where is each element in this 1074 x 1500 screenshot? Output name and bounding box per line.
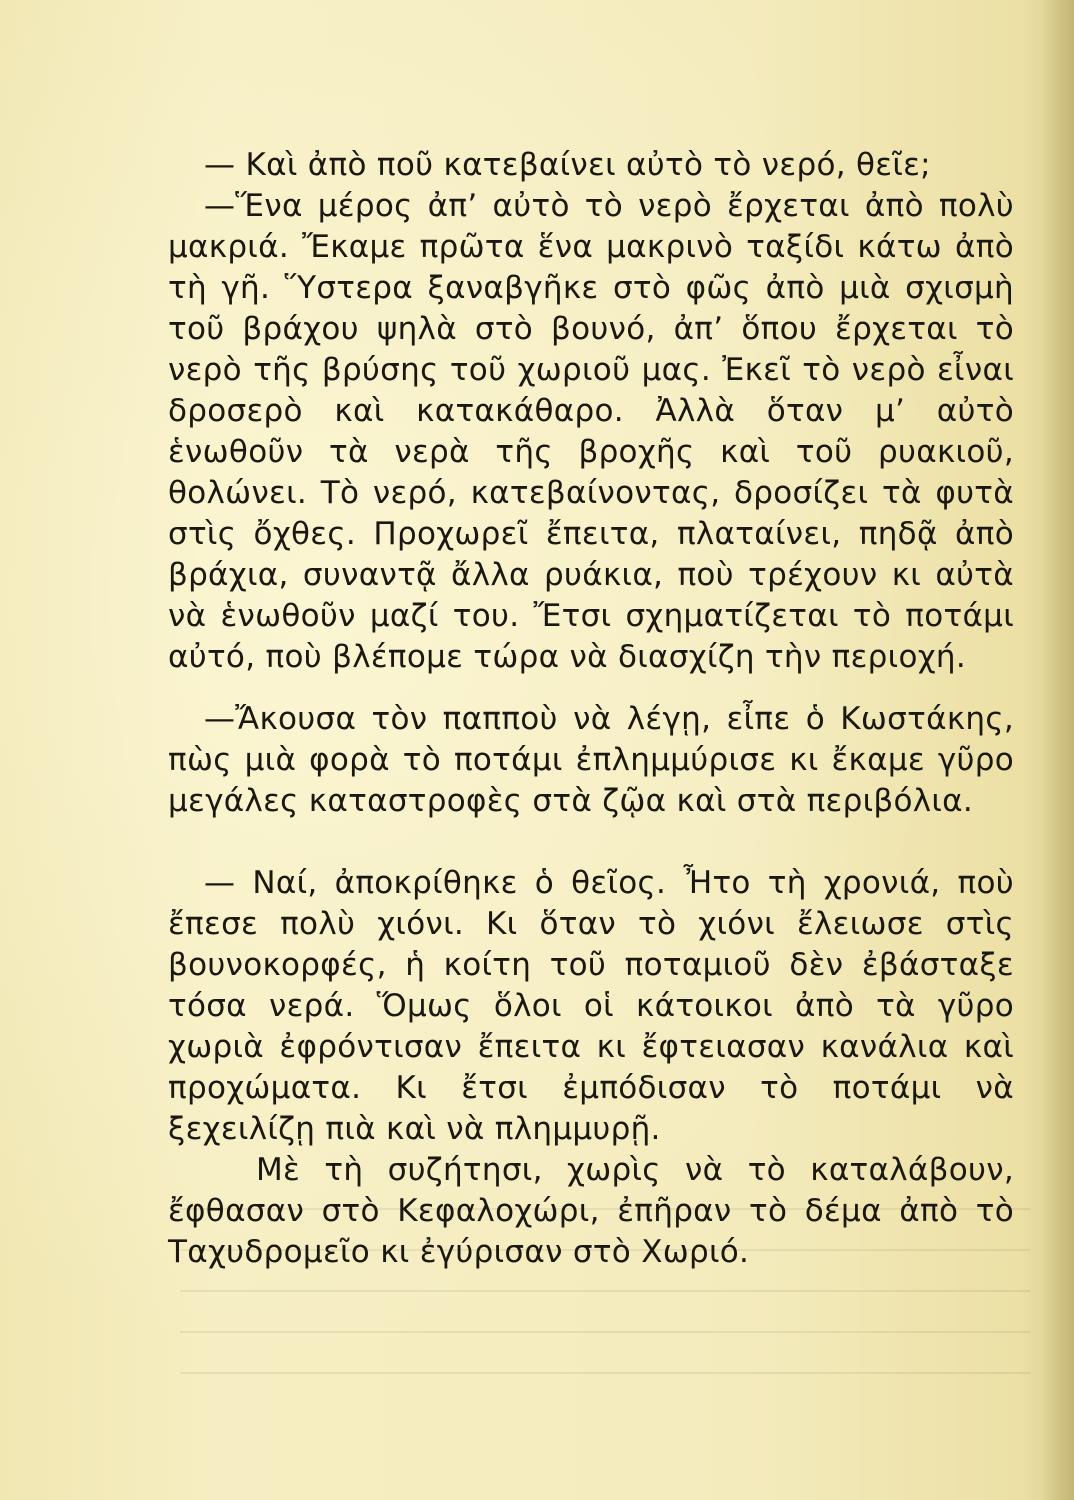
paragraph-river-origin: —Ἕνα μέρος ἀπ’ αὐτὸ τὸ νερὸ ἔρχεται ἀπὸ πολὺ μακριά. Ἔκαμε πρῶτα ἕνα μακρινὸ ταξίδι κάτω ἀπὸ τὴ γῆ. Ὕστερα ξαναβγῆκε στὸ φῶς ἀπὸ μιὰ σχισμὴ τοῦ βράχου ψηλὰ στὸ βουνό, ἀπ’ ὅπου ἔρχεται τὸ νερὸ τῆς βρύσης τοῦ χωριοῦ μας. Ἐκεῖ τὸ νερὸ εἶναι δροσερὸ καὶ κατακάθαρο. Ἀλλὰ ὅταν μ’ αὐτὸ ἑνωθοῦν τὰ νερὰ τῆς βροχῆς καὶ τοῦ ρυακιοῦ, θολώνει. Τὸ νερό, κατεβαίνοντας, δροσίζει τὰ φυτὰ στὶς ὄχθες. Προχωρεῖ ἔπειτα, πλαταίνει, πηδᾷ ἀπὸ βράχια, συναντᾷ ἄλλα ρυάκια, ποὺ τρέχουν κι αὐτὰ νὰ ἑνωθοῦν μαζί του. Ἔτσι σχηματίζεται τὸ ποτάμι αὐτό, ποὺ βλέπομε τώρα νὰ διασχίζη τὴν περιοχή.: [168, 188, 1014, 675]
paragraph-question: — Καὶ ἀπὸ ποῦ κατεβαίνει αὐτὸ τὸ νερό, θεῖε;: [204, 147, 931, 183]
page-edge-shadow: [1040, 0, 1074, 1500]
paragraph-ending: Μὲ τὴ συζήτησι, χωρὶς νὰ τὸ καταλάβουν, ἔφθασαν στὸ Κεφαλοχώρι, ἐπῆραν τὸ δέμα ἀπὸ τὸ Ταχυδρομεῖο κι ἐγύρισαν στὸ Χωριό.: [168, 1152, 1014, 1270]
paragraph-uncle-answer: — Ναί, ἀποκρίθηκε ὁ θεῖος. Ἦτο τὴ χρονιά, ποὺ ἔπεσε πολὺ χιόνι. Κι ὅταν τὸ χιόνι ἔλειωσε στὶς βουνοκορφές, ἡ κοίτη τοῦ ποταμιοῦ δὲν ἐβάσταξε τόσα νερά. Ὅμως ὅλοι οἱ κάτοικοι ἀπὸ τὰ γῦρο χωριὰ ἐφρόντισαν ἔπειτα κι ἔφτειασαν κανάλια καὶ προχώματα. Κι ἔτσι ἐμπόδισαν τὸ ποτάμι νὰ ξεχειλίζῃ πιὰ καὶ νὰ πλημμυρῇ.: [168, 865, 1014, 1147]
paragraph-flood-memory: —Ἄκουσα τὸν παπποὺ νὰ λέγῃ, εἶπε ὁ Κωστάκης, πὼς μιὰ φορὰ τὸ ποτάμι ἐπλημμύρισε κι ἔκαμε γῦρο μεγάλες καταστροφὲς στὰ ζῷα καὶ στὰ περιβόλια.: [168, 701, 1014, 819]
